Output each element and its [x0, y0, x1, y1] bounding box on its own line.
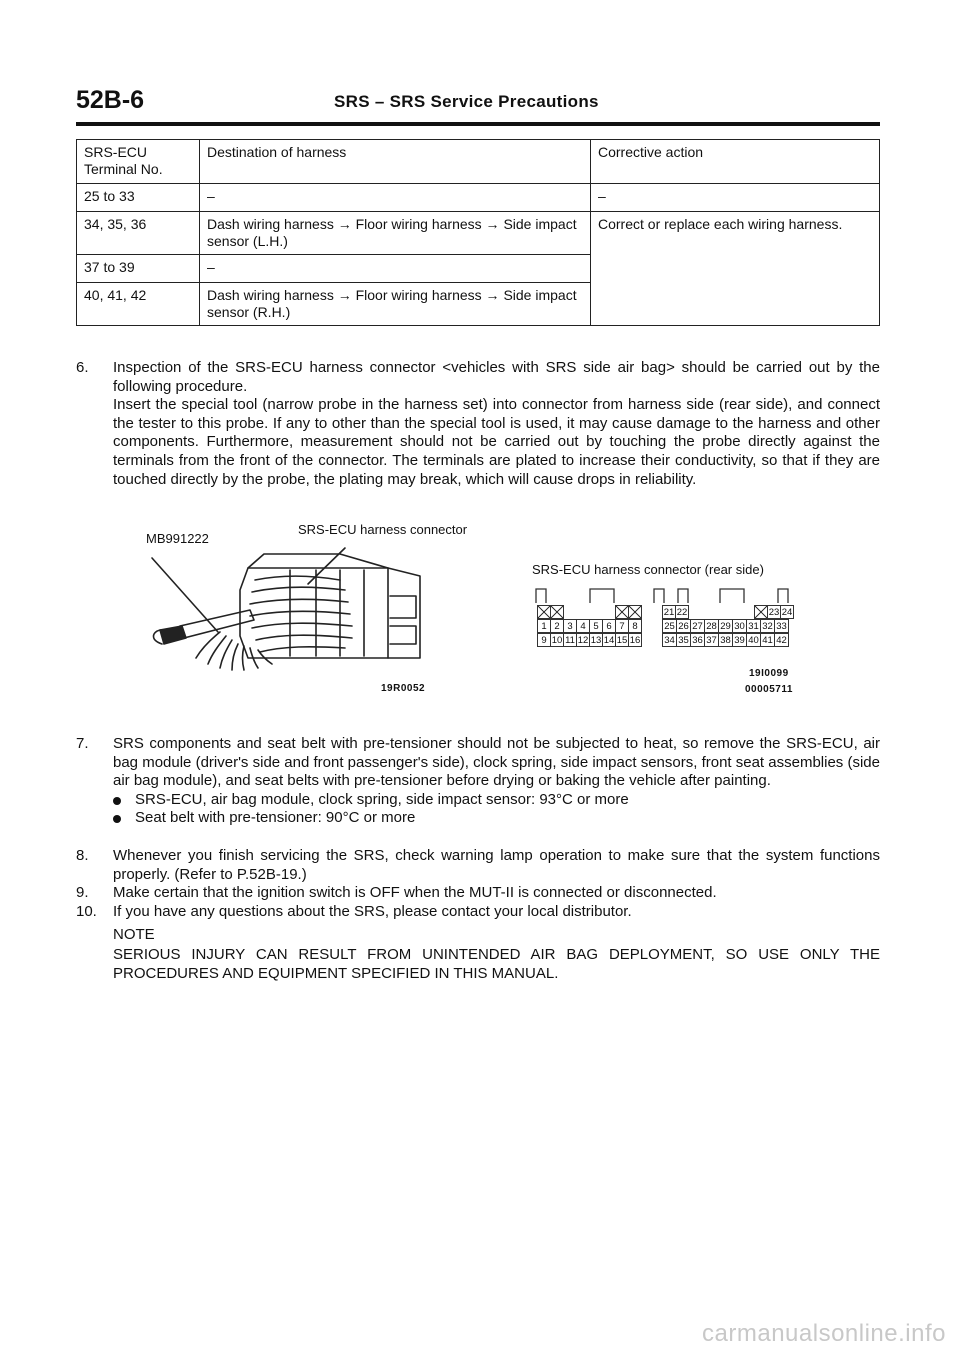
connector-pin: 30 — [732, 619, 747, 633]
connector-pin: 36 — [690, 633, 705, 647]
connector-pin: 42 — [774, 633, 789, 647]
item-number: 8. — [76, 847, 89, 864]
note-label: NOTE — [113, 926, 155, 943]
item-text: Inspection of the SRS-ECU harness connector <vehicles with SRS side air bag> should be carried out by the following procedure. — [113, 359, 880, 395]
connector-pin: 33 — [774, 619, 789, 633]
connector-pin: 5 — [589, 619, 603, 633]
table-cell-destination: Dash wiring harness → Floor wiring harness → Side impact sensor (L.H.) — [200, 212, 591, 255]
bullet-text: SRS-ECU, air bag module, clock spring, side impact sensor: 93°C or more — [135, 790, 629, 808]
connector-pin-row-4 — [662, 605, 793, 619]
connector-pin: 37 — [704, 633, 719, 647]
connector-latch-outline — [532, 585, 812, 605]
connector-pin: 21 — [663, 607, 675, 618]
item-number: 10. — [76, 903, 97, 920]
item-text: Whenever you finish servicing the SRS, check warning lamp operation to make sure that the system functions properly. (Refer to P.52B-19.) — [113, 847, 880, 883]
terminal-table — [76, 139, 880, 326]
connector-pin: 41 — [760, 633, 775, 647]
table-header-action: Corrective action — [591, 140, 880, 184]
connector-pin: 10 — [551, 635, 563, 646]
connector-pin: 16 — [629, 635, 641, 646]
harness-connector-illustration — [140, 540, 440, 675]
instruction-item-6 — [76, 359, 880, 489]
connector-pin: 4 — [576, 619, 590, 633]
connector-pin-row-2 — [537, 619, 641, 633]
table-row — [77, 184, 880, 212]
table-cell-terminal: 25 to 33 — [77, 184, 200, 212]
table-cell-terminal: 37 to 39 — [77, 255, 200, 283]
table-header-terminal: SRS-ECU Terminal No. — [77, 140, 200, 184]
item-number: 7. — [76, 735, 89, 752]
connector-pin: 6 — [602, 619, 616, 633]
page-number: 52B-6 — [76, 86, 145, 114]
connector-pin: 3 — [563, 619, 577, 633]
connector-pin: 23 — [768, 607, 780, 618]
connector-pin: 24 — [781, 607, 793, 618]
connector-pin: 13 — [590, 635, 602, 646]
bullet-text: Seat belt with pre-tensioner: 90°C or more — [135, 809, 416, 827]
connector-pin-row-1 — [537, 605, 641, 619]
connector-pin: 12 — [577, 635, 589, 646]
bullet-item — [113, 809, 880, 828]
connector-pin: 34 — [662, 633, 677, 647]
connector-pin: 38 — [718, 633, 733, 647]
connector-pin: 31 — [746, 619, 761, 633]
connector-pin: 9 — [537, 633, 551, 647]
note-text: SERIOUS INJURY CAN RESULT FROM UNINTENDED AIR BAG DEPLOYMENT, SO USE ONLY THE PROCEDURES AND EQUIPMENT SPECIFIED IN THIS MANUAL. — [113, 946, 880, 982]
connector-pin: 26 — [676, 619, 691, 633]
table-cell-destination: – — [200, 184, 591, 212]
instruction-item-9 — [76, 884, 880, 903]
connector-pin — [615, 605, 629, 619]
table-cell-terminal: 40, 41, 42 — [77, 283, 200, 326]
tool-label: MB991222 — [146, 531, 209, 546]
table-row — [77, 212, 880, 255]
connector-pin: 1 — [537, 619, 551, 633]
item-number: 6. — [76, 359, 89, 376]
connector-pin: 25 — [662, 619, 677, 633]
connector-pin: 27 — [690, 619, 705, 633]
rear-side-label: SRS-ECU harness connector (rear side) — [532, 562, 764, 577]
connector-pin: 22 — [676, 607, 688, 618]
connector-pin: 15 — [616, 635, 628, 646]
connector-pin — [550, 605, 564, 619]
page-title: SRS – SRS Service Precautions — [334, 92, 599, 111]
connector-pin — [537, 605, 551, 619]
connector-label: SRS-ECU harness connector — [298, 522, 468, 537]
connector-pin: 35 — [676, 633, 691, 647]
page-header — [76, 86, 880, 126]
connector-pin: 39 — [732, 633, 747, 647]
table-cell-action: – — [591, 184, 880, 212]
bullet-item — [113, 791, 880, 810]
connector-pin: 28 — [704, 619, 719, 633]
instruction-item-8 — [76, 847, 880, 884]
connector-pin: 2 — [550, 619, 564, 633]
figure-code: 00005711 — [745, 684, 793, 695]
item-text: If you have any questions about the SRS, please contact your local distributor. — [113, 903, 632, 920]
item-number: 9. — [76, 884, 89, 901]
connector-pin — [628, 605, 642, 619]
instruction-item-10 — [76, 903, 880, 922]
connector-pin: 8 — [628, 619, 642, 633]
bullet-icon — [113, 797, 121, 805]
connector-pin-row-3 — [537, 633, 641, 647]
figure-code: 19I0099 — [749, 668, 789, 679]
connector-pin: 11 — [563, 633, 577, 647]
table-cell-destination: – — [200, 255, 591, 283]
connector-pin: 29 — [718, 619, 733, 633]
connector-pin-row-6 — [662, 633, 788, 647]
item-text: SRS components and seat belt with pre-tensioner should not be subjected to heat, so remove the SRS-ECU, air bag module (driver's side and front passenger's side), clock spring, side impact sensors, front seat assemblies (side air bag module), and seat belts with pre-tensioner before drying or baking the vehicle after painting. — [113, 735, 880, 790]
connector-pin-row-5 — [662, 619, 788, 633]
table-header-destination: Destination of harness — [200, 140, 591, 184]
watermark-text: carmanualsonline.info — [702, 1320, 946, 1347]
connector-pin: 32 — [760, 619, 775, 633]
bullet-icon — [113, 815, 121, 823]
connector-pin: 14 — [603, 635, 615, 646]
connector-pin — [754, 605, 768, 619]
item-text: Make certain that the ignition switch is OFF when the MUT-II is connected or disconnected. — [113, 884, 717, 901]
connector-pin: 7 — [615, 619, 629, 633]
item-text: Insert the special tool (narrow probe in the harness set) into connector from harness side (rear side), and connect the tester to this probe. If any to other than the special tool is used, it may cause damage to the harness and other components. Furthermore, measurement should not be carried out by touching the probe directly against the terminals from the front of the connector. The terminals are plated to increase their conductivity, so that if they are touched directly by the probe, the plating may break, which will cause drops in reliability. — [113, 396, 880, 488]
table-cell-destination: Dash wiring harness → Floor wiring harness → Side impact sensor (R.H.) — [200, 283, 591, 326]
table-cell-terminal: 34, 35, 36 — [77, 212, 200, 255]
table-cell-action: Correct or replace each wiring harness. — [591, 212, 880, 326]
table-header-row — [77, 140, 880, 184]
connector-pin: 40 — [746, 633, 761, 647]
figure-code: 19R0052 — [381, 683, 426, 694]
instruction-item-7 — [76, 735, 880, 828]
